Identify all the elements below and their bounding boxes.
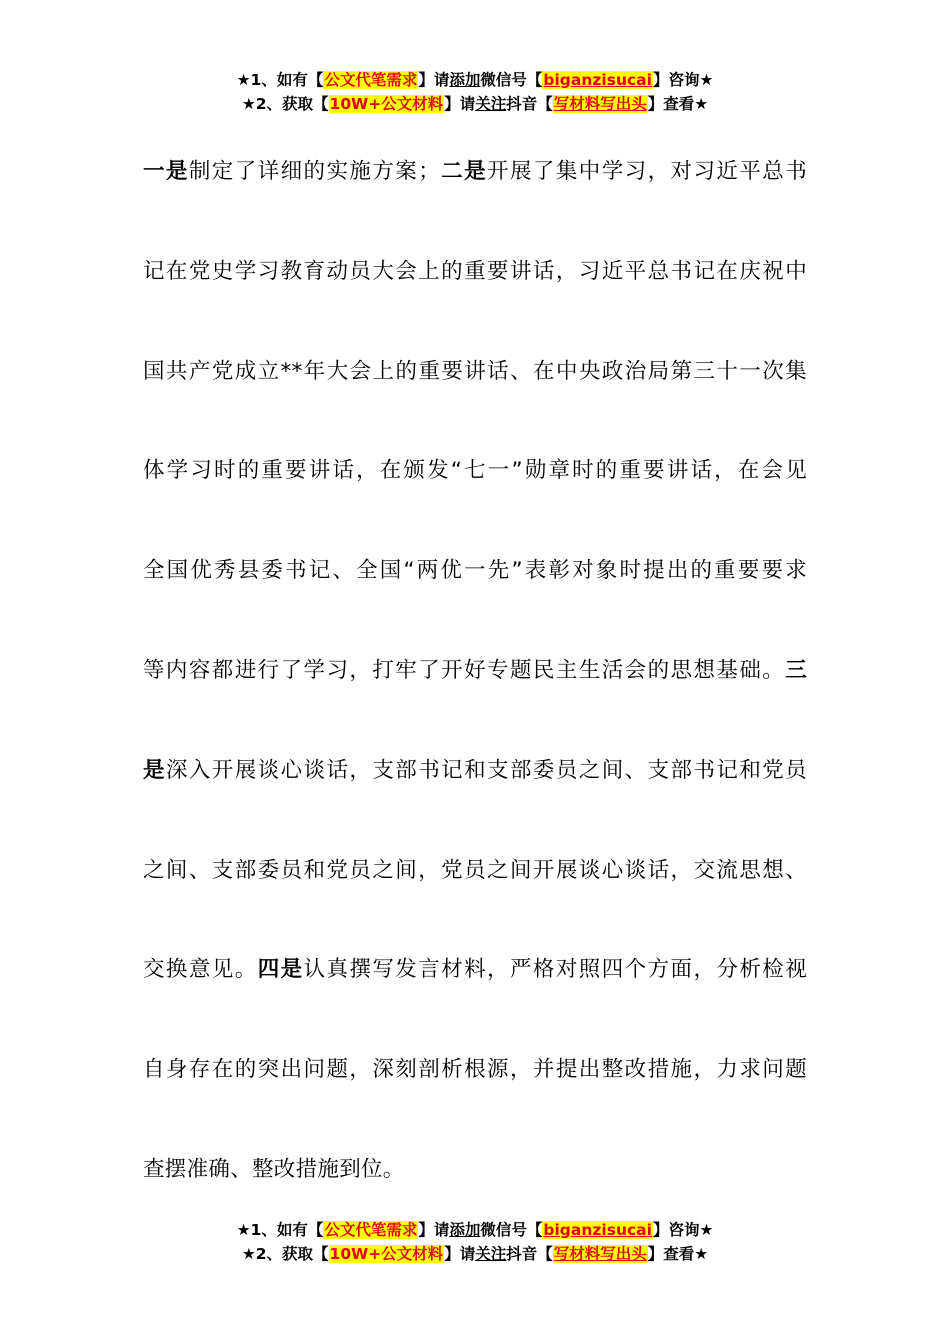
paragraph-line: 查摆准确、整改措施到位。: [143, 1156, 405, 1182]
promo-text: ★2、获取【: [241, 1245, 329, 1263]
promo-wechat-id: biganzisucai: [543, 71, 652, 89]
promo-line-2: [0, 1242, 950, 1266]
promo-highlight-service: 公文代笔需求: [324, 1221, 418, 1239]
promo-highlight-materials: 10W+公文材料: [329, 1245, 444, 1263]
promo-douyin-account: 写材料写出头: [553, 1245, 647, 1263]
paragraph-line: 记在党史学习教育动员大会上的重要讲话，习近平总书记在庆祝中: [143, 258, 807, 284]
text-run: 等内容都进行了学习，打牢了开好专题民主生活会的思想基础。: [143, 657, 786, 683]
promo-douyin-account: 写材料写出头: [553, 95, 647, 113]
text-run: 深入开展谈心谈话，支部书记和支部委员之间、支部书记和党员: [165, 757, 807, 783]
promo-highlight-service: 公文代笔需求: [324, 71, 418, 89]
paragraph-line: 体学习时的重要讲话，在颁发“七一”勋章时的重要讲话，在会见: [143, 458, 807, 484]
promo-header: [0, 68, 950, 116]
promo-text: 微信号【: [480, 1221, 543, 1239]
promo-text: 抖音【: [506, 95, 553, 113]
bold-marker: 是: [143, 757, 166, 783]
promo-text: 】请: [444, 1245, 476, 1263]
promo-text: 抖音【: [506, 1245, 553, 1263]
text-run: 交换意见。: [143, 957, 258, 983]
paragraph-line: 自身存在的突出问题，深刻剖析根源，并提出整改措施，力求问题: [143, 1057, 807, 1083]
paragraph-line: [143, 621, 807, 721]
document-body: [143, 122, 807, 1220]
promo-text: 微信号【: [480, 71, 543, 89]
text-run: 认真撰写发言材料，严格对照四个方面，分析检视: [303, 957, 807, 983]
text-run: 开展了集中学习，对习近平总书: [487, 159, 807, 184]
promo-text: ★1、如有【: [236, 1221, 324, 1239]
promo-text: 】请: [444, 95, 476, 113]
paragraph-line: 全国优秀县委书记、全国“两优一先”表彰对象时提出的重要要求: [143, 558, 807, 584]
promo-underline-add: 添加: [449, 1221, 481, 1239]
promo-line-1: [0, 68, 950, 92]
bold-marker: 二是: [440, 159, 488, 184]
bold-marker: 三: [785, 657, 807, 683]
promo-line-1: [0, 1218, 950, 1242]
promo-text: ★2、获取【: [241, 95, 329, 113]
promo-underline-follow: 关注: [475, 1245, 507, 1263]
text-run: 制定了详细的实施方案；: [188, 159, 441, 184]
paragraph-line: [143, 920, 807, 1020]
promo-text: 】查看★: [647, 95, 709, 113]
promo-text: 】请: [418, 1221, 450, 1239]
promo-text: 】咨询★: [652, 1221, 714, 1239]
promo-underline-add: 添加: [449, 71, 481, 89]
promo-text: 】请: [418, 71, 450, 89]
promo-text: 】咨询★: [652, 71, 714, 89]
promo-underline-follow: 关注: [475, 95, 507, 113]
bold-marker: 四是: [257, 957, 304, 983]
promo-text: 】查看★: [647, 1245, 709, 1263]
paragraph-line: 之间、支部委员和党员之间，党员之间开展谈心谈话，交流思想、: [143, 857, 807, 883]
paragraph-line: [143, 721, 807, 821]
promo-footer: [0, 1218, 950, 1266]
paragraph-line: 国共产党成立**年大会上的重要讲话、在中央政治局第三十一次集: [143, 358, 807, 384]
bold-marker: 一是: [143, 159, 189, 184]
paragraph-line: [143, 122, 807, 222]
promo-text: ★1、如有【: [236, 71, 324, 89]
promo-wechat-id: biganzisucai: [543, 1221, 652, 1239]
promo-line-2: [0, 92, 950, 116]
promo-highlight-materials: 10W+公文材料: [329, 95, 444, 113]
